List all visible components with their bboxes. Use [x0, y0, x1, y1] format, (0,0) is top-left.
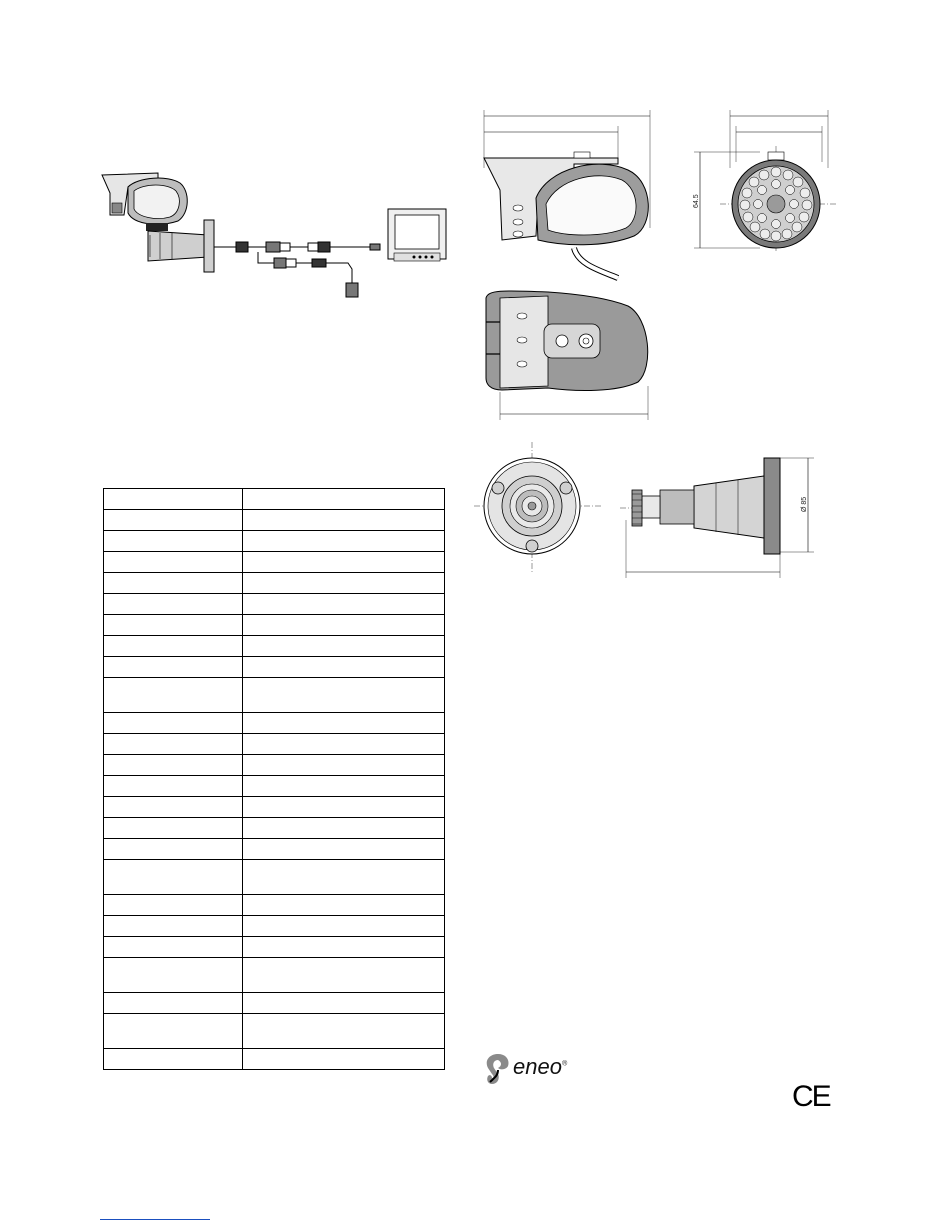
spec-value-cell — [243, 489, 445, 510]
spec-value-cell — [243, 734, 445, 755]
spec-label-cell — [104, 755, 243, 776]
spec-label-cell — [104, 937, 243, 958]
spec-label-cell — [104, 916, 243, 937]
spec-value-cell — [243, 678, 445, 713]
spec-label-cell — [104, 615, 243, 636]
spec-label-cell — [104, 510, 243, 531]
spec-value-cell — [243, 839, 445, 860]
spec-row — [104, 818, 445, 839]
spec-label-cell — [104, 958, 243, 993]
spec-label-cell — [104, 1049, 243, 1070]
spec-value-cell — [243, 510, 445, 531]
spec-label-cell — [104, 776, 243, 797]
spec-row — [104, 895, 445, 916]
spec-label-cell — [104, 713, 243, 734]
spec-row — [104, 552, 445, 573]
spec-value-cell — [243, 797, 445, 818]
spec-row — [104, 573, 445, 594]
spec-row — [104, 916, 445, 937]
spec-label-cell — [104, 552, 243, 573]
footer-rule — [100, 1219, 210, 1220]
spec-label-cell — [104, 573, 243, 594]
spec-value-cell — [243, 615, 445, 636]
spec-table — [103, 488, 445, 1070]
spec-value-cell — [243, 594, 445, 615]
spec-value-cell — [243, 993, 445, 1014]
spec-value-cell — [243, 958, 445, 993]
spec-row — [104, 860, 445, 895]
spec-label-cell — [104, 636, 243, 657]
spec-row — [104, 755, 445, 776]
spec-label-cell — [104, 860, 243, 895]
spec-value-cell — [243, 657, 445, 678]
spec-row — [104, 797, 445, 818]
spec-value-cell — [243, 636, 445, 657]
spec-table-body — [104, 489, 445, 1070]
spec-label-cell — [104, 489, 243, 510]
spec-row — [104, 594, 445, 615]
spec-row — [104, 958, 445, 993]
spec-row — [104, 937, 445, 958]
spec-row — [104, 839, 445, 860]
top-view-drawing — [478, 288, 658, 424]
front-view-drawing — [690, 108, 840, 258]
front-height-label: 64.5 — [693, 194, 700, 208]
spec-value-cell — [243, 755, 445, 776]
brand-name: eneo — [513, 1054, 562, 1079]
spec-value-cell — [243, 713, 445, 734]
spec-value-cell — [243, 818, 445, 839]
spec-row — [104, 734, 445, 755]
cable-illustration — [214, 242, 380, 297]
spec-row — [104, 489, 445, 510]
spec-row — [104, 713, 445, 734]
spec-label-cell — [104, 531, 243, 552]
spec-value-cell — [243, 937, 445, 958]
spec-row — [104, 1049, 445, 1070]
spec-label-cell — [104, 594, 243, 615]
spec-value-cell — [243, 552, 445, 573]
spec-label-cell — [104, 895, 243, 916]
spec-value-cell — [243, 531, 445, 552]
spec-label-cell — [104, 734, 243, 755]
spec-value-cell — [243, 860, 445, 895]
spec-value-cell — [243, 1014, 445, 1049]
eneo-logo-icon — [484, 1052, 512, 1086]
spec-row — [104, 993, 445, 1014]
camera-mount-illustration — [146, 220, 214, 272]
spec-label-cell — [104, 818, 243, 839]
brand-logo-text — [513, 1054, 567, 1080]
spec-row — [104, 1014, 445, 1049]
spec-row — [104, 657, 445, 678]
spec-label-cell — [104, 797, 243, 818]
spec-row — [104, 510, 445, 531]
spec-value-cell — [243, 895, 445, 916]
spec-label-cell — [104, 678, 243, 713]
spec-label-cell — [104, 1014, 243, 1049]
spec-row — [104, 615, 445, 636]
spec-value-cell — [243, 916, 445, 937]
spec-label-cell — [104, 657, 243, 678]
spec-row — [104, 678, 445, 713]
mount-diameter-label: Ø 85 — [801, 496, 808, 512]
mount-side-drawing — [620, 450, 832, 582]
spec-value-cell — [243, 573, 445, 594]
spec-value-cell — [243, 776, 445, 797]
spec-label-cell — [104, 839, 243, 860]
mount-front-drawing — [474, 440, 604, 576]
camera-bracket-illustration — [102, 173, 187, 224]
brand-trademark: ® — [561, 1060, 568, 1068]
connection-diagram — [98, 165, 458, 305]
side-view-drawing — [478, 108, 658, 288]
monitor-illustration — [388, 209, 446, 261]
ce-certification-mark: CE — [792, 1080, 830, 1113]
spec-value-cell — [243, 1049, 445, 1070]
spec-label-cell — [104, 993, 243, 1014]
spec-row — [104, 531, 445, 552]
spec-row — [104, 636, 445, 657]
spec-row — [104, 776, 445, 797]
